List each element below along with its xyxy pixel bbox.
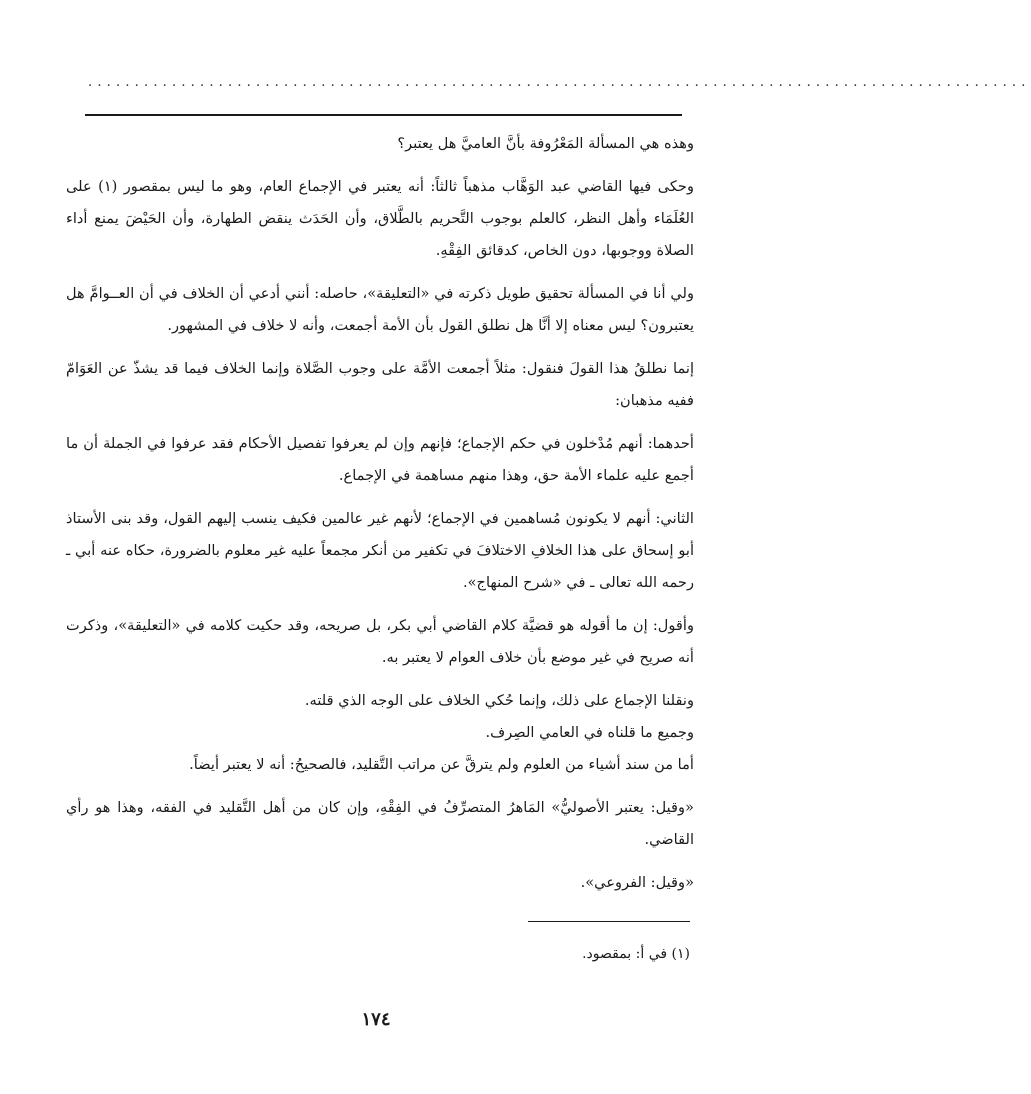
paragraph-11: «وقيل: يعتبر الأصوليُّ» المَاهرُ المتصرِّفُ في الفِقْهِ، وإن كان من أهل التَّقليد في الفقه، وهذا هو رأي القاضي. [66, 799, 694, 848]
paragraph-1: وهذه هي المسألة المَعْرُوفة بأنَّ العاميَّ هل يعتبر؟ [397, 135, 694, 152]
paragraph-10: أما من سند أشياء من العلوم ولم يترقَّ عن مراتب التَّقليد، فالصحيحُ: أنه لا يعتبر أيضاً. [189, 756, 694, 773]
paragraph-6: الثاني: أنهم لا يكونون مُساهمين في الإجماع؛ لأنهم غير عالمين فكيف ينسب إليهم القول، وقد بنى الأستاذ أبو إسحاق على هذا الخلافِ الاختلافَ في تكفير من أنكر مجمعاً عليه غير معلوم بالضرورة، حكاه عنه أبي ـ رحمه الله تعالى ـ في «شرح المنهاج». [66, 510, 694, 591]
footnote-rule [528, 921, 690, 922]
paragraph-8: ونقلنا الإجماع على ذلك، وإنما حُكي الخلاف على الوجه الذي قلته. [304, 692, 694, 709]
header-dotted-line: ..................................................................................................... [88, 75, 1031, 90]
paragraph-12: «وقيل: الفروعي». [580, 874, 694, 891]
paragraph-9: وجميع ما قلناه في العامي الصِرف. [485, 724, 694, 741]
paragraph-7: وأقول: إن ما أقوله هو قضيَّة كلام القاضي أبي بكر، بل صريحه، وقد حكيت كلامه في «التعليقة»، وذكرت أنه صريح في غير موضع بأن خلاف العوام لا يعتبر به. [66, 617, 694, 666]
paragraph-5: أحدهما: أنهم مُدْخلون في حكم الإجماع؛ فإنهم وإن لم يعرفوا تفصيل الأحكام فقد عرفوا في الجملة أن ما أجمع عليه علماء الأمة حق، وهذا منهم مساهمة في الإجماع. [66, 435, 694, 484]
paragraph-3: ولي أنا في المسألة تحقيق طويل ذكرته في «التعليقة»، حاصله: أنني أدعي أن الخلاف في أن العــوامَّ هل يعتبرون؟ ليس معناه إلا أنَّا هل نطلق القول بأن الأمة أجمعت، وأنه لا خلاف في المشهور. [66, 285, 694, 334]
paragraph-4: إنما نطلقُ هذا القولَ فنقول: مثلاً أجمعت الأمَّة على وجوب الصَّلاة وإنما الخلاف فيما قد يشذّ عن العَوَامّ ففيه مذهبان: [66, 360, 694, 409]
main-text [66, 128, 694, 910]
footnote: (١) في أ: بمقصود. [582, 946, 690, 962]
page-number: ١٧٤ [361, 1009, 391, 1030]
paragraph-2: وحكى فيها القاضي عبد الوَهَّاب مذهباً ثالثاً: أنه يعتبر في الإجماع العام، وهو ما ليس بمقصور (١) على العُلَمَاء وأهل النظر، كالعلم بوجوب التَّحريم بالطَّلاق، وأن الحَدَث ينقض الطهارة، وأن الحَيْضَ يمنع أداء الصلاة ووجوبها، دون الخاص، كدقائق الفِقْهِ. [66, 178, 694, 259]
header-rule [85, 114, 682, 116]
